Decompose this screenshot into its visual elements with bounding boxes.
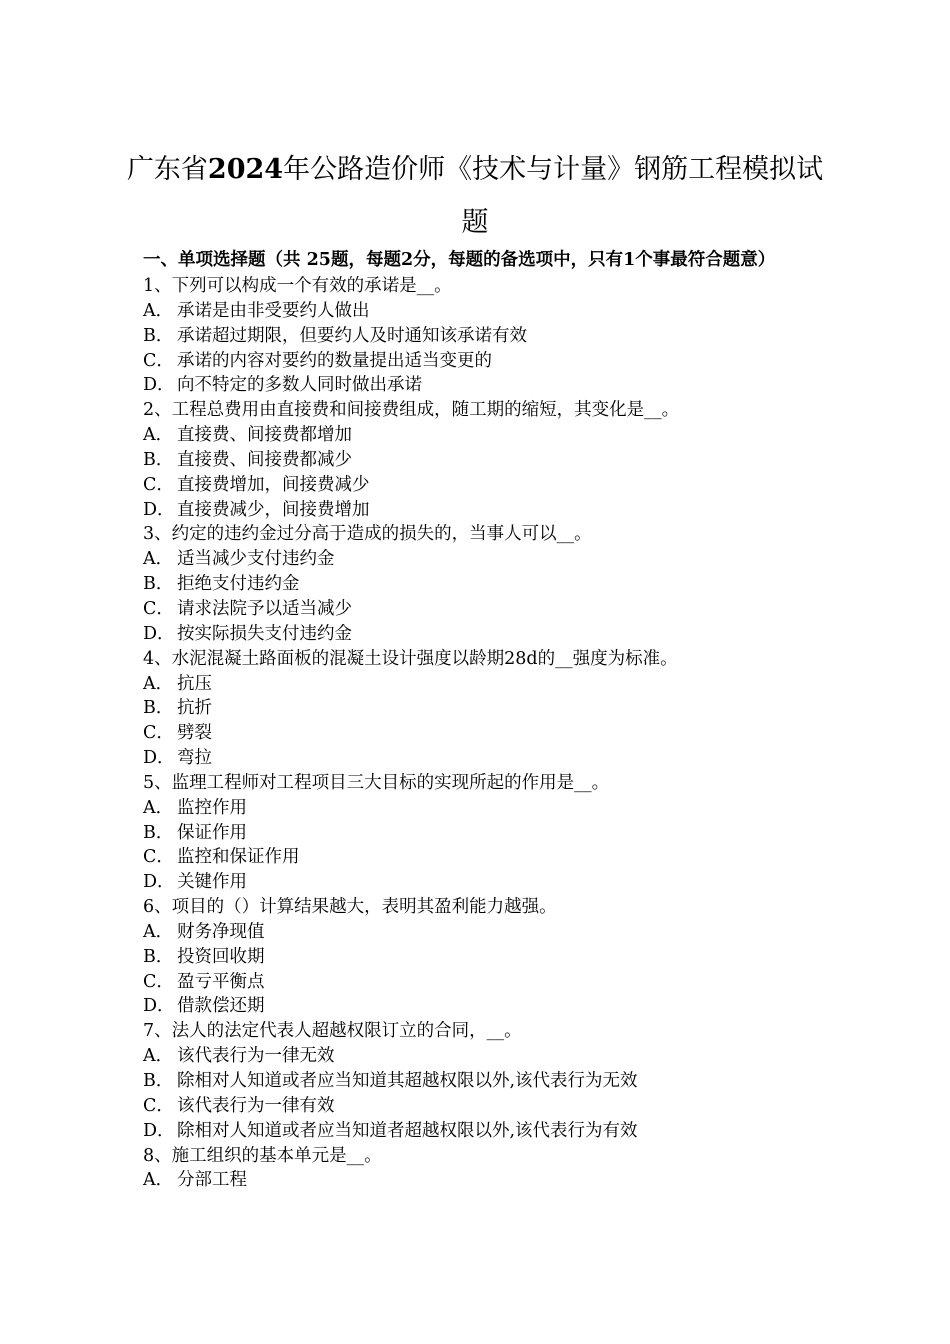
option-text: 劈裂 xyxy=(177,723,212,744)
option-letter: D． xyxy=(143,872,175,893)
answer-option xyxy=(143,324,813,349)
option-text: 借款偿还期 xyxy=(177,996,265,1017)
question-item xyxy=(143,522,813,646)
option-text: 抗压 xyxy=(177,673,212,694)
answer-option xyxy=(143,796,813,821)
option-text: 按实际损失支付违约金 xyxy=(177,623,352,644)
option-text: 该代表行为一律有效 xyxy=(177,1095,335,1116)
answer-option xyxy=(143,994,813,1019)
option-letter: A． xyxy=(143,797,174,818)
question-item xyxy=(143,1019,813,1143)
option-letter: B． xyxy=(143,449,174,470)
option-letter: C． xyxy=(143,971,174,992)
option-letter: C． xyxy=(143,598,174,619)
option-letter: B． xyxy=(143,822,174,843)
answer-option xyxy=(143,597,813,622)
answer-option xyxy=(143,920,813,945)
option-text: 保证作用 xyxy=(177,822,247,843)
answer-option xyxy=(143,572,813,597)
question-list xyxy=(143,274,813,1193)
answer-option xyxy=(143,1094,813,1119)
question-stem: 2、工程总费用由直接费和间接费组成，随工期的缩短，其变化是__。 xyxy=(143,400,680,421)
answer-option xyxy=(143,970,813,995)
answer-option xyxy=(143,498,813,523)
answer-option xyxy=(143,1119,813,1144)
question-stem: 4、水泥混凝土路面板的混凝土设计强度以龄期28d的__强度为标准。 xyxy=(143,648,678,669)
title-line-1 xyxy=(110,143,840,196)
option-text: 承诺是由非受要约人做出 xyxy=(177,300,370,321)
answer-option xyxy=(143,870,813,895)
option-text: 直接费、间接费都减少 xyxy=(177,449,352,470)
answer-option xyxy=(143,1069,813,1094)
option-text: 弯拉 xyxy=(177,748,212,769)
answer-option xyxy=(143,821,813,846)
title-year: 2024 xyxy=(207,154,284,185)
option-text: 向不特定的多数人同时做出承诺 xyxy=(177,375,422,396)
question-stem: 6、项目的（）计算结果越大，表明其盈利能力越强。 xyxy=(143,897,557,918)
page-title xyxy=(110,143,840,249)
question-stem: 7、法人的法定代表人超越权限订立的合同，__。 xyxy=(143,1021,522,1042)
question-item xyxy=(143,274,813,398)
option-letter: B． xyxy=(143,946,174,967)
option-text: 适当减少支付违约金 xyxy=(177,549,335,570)
answer-option xyxy=(143,845,813,870)
title-line-2: 题 xyxy=(461,207,489,238)
answer-option xyxy=(143,299,813,324)
option-text: 除相对人知道或者应当知道其超越权限以外,该代表行为无效 xyxy=(177,1071,638,1091)
answer-option xyxy=(143,1168,813,1193)
option-text: 直接费增加，间接费减少 xyxy=(177,474,370,495)
answer-option xyxy=(143,622,813,647)
option-letter: A． xyxy=(143,921,174,942)
option-letter: A． xyxy=(143,425,174,446)
answer-option xyxy=(143,423,813,448)
document-body xyxy=(143,248,813,1193)
answer-option xyxy=(143,349,813,374)
question-item xyxy=(143,398,813,522)
option-letter: D． xyxy=(143,996,175,1017)
option-text: 监控和保证作用 xyxy=(177,847,300,868)
option-letter: A． xyxy=(143,673,174,694)
option-letter: C． xyxy=(143,474,174,495)
option-letter: D． xyxy=(143,499,175,520)
option-text: 抗折 xyxy=(177,698,212,719)
answer-option xyxy=(143,696,813,721)
answer-option xyxy=(143,672,813,697)
answer-option xyxy=(143,473,813,498)
option-letter: D． xyxy=(143,748,175,769)
question-item xyxy=(143,647,813,771)
option-text: 监控作用 xyxy=(177,797,247,818)
option-text: 直接费减少，间接费增加 xyxy=(177,499,370,520)
section-heading: 一、单项选择题（共 25题，每题2分，每题的备选项中，只有1个事最符合题意） xyxy=(143,250,776,270)
option-letter: B． xyxy=(143,574,174,595)
option-letter: D． xyxy=(143,375,175,396)
option-letter: C． xyxy=(143,350,174,371)
option-text: 除相对人知道或者应当知道者超越权限以外,该代表行为有效 xyxy=(177,1120,638,1141)
option-text: 关键作用 xyxy=(177,872,247,893)
question-stem: 3、约定的违约金过分高于造成的损失的，当事人可以__。 xyxy=(143,524,592,545)
answer-option xyxy=(143,373,813,398)
option-text: 该代表行为一律无效 xyxy=(177,1046,335,1067)
option-letter: A． xyxy=(143,549,174,570)
answer-option xyxy=(143,945,813,970)
option-letter: A． xyxy=(143,300,174,321)
question-stem: 8、施工组织的基本单元是__。 xyxy=(143,1145,382,1166)
option-text: 承诺的内容对要约的数量提出适当变更的 xyxy=(177,350,492,371)
option-text: 投资回收期 xyxy=(177,946,265,967)
option-text: 分部工程 xyxy=(177,1170,247,1191)
option-letter: C． xyxy=(143,847,174,868)
question-stem: 1、下列可以构成一个有效的承诺是__。 xyxy=(143,276,452,296)
title-part-1: 广东省 xyxy=(126,154,208,185)
title-part-2: 年公路造价师《技术与计量》钢筋工程模拟试 xyxy=(283,154,824,185)
option-text: 盈亏平衡点 xyxy=(177,971,265,992)
option-text: 财务净现值 xyxy=(177,921,265,942)
option-text: 直接费、间接费都增加 xyxy=(177,425,352,446)
answer-option xyxy=(143,448,813,473)
option-letter: D． xyxy=(143,1120,175,1141)
question-item xyxy=(143,771,813,895)
question-item xyxy=(143,1144,813,1194)
answer-option xyxy=(143,1044,813,1069)
option-letter: A． xyxy=(143,1170,174,1191)
option-letter: C． xyxy=(143,723,174,744)
answer-option xyxy=(143,721,813,746)
option-text: 承诺超过期限，但要约人及时通知该承诺有效 xyxy=(177,325,527,346)
option-text: 拒绝支付违约金 xyxy=(177,574,300,595)
question-stem: 5、监理工程师对工程项目三大目标的实现所起的作用是__。 xyxy=(143,772,610,793)
option-text: 请求法院予以适当减少 xyxy=(177,598,352,619)
answer-option xyxy=(143,746,813,771)
option-letter: D． xyxy=(143,623,175,644)
option-letter: B． xyxy=(143,325,174,346)
answer-option xyxy=(143,547,813,572)
option-letter: C． xyxy=(143,1095,174,1116)
question-item xyxy=(143,895,813,1019)
option-letter: A． xyxy=(143,1046,174,1067)
option-letter: B． xyxy=(143,698,174,719)
option-letter: B． xyxy=(143,1071,174,1091)
